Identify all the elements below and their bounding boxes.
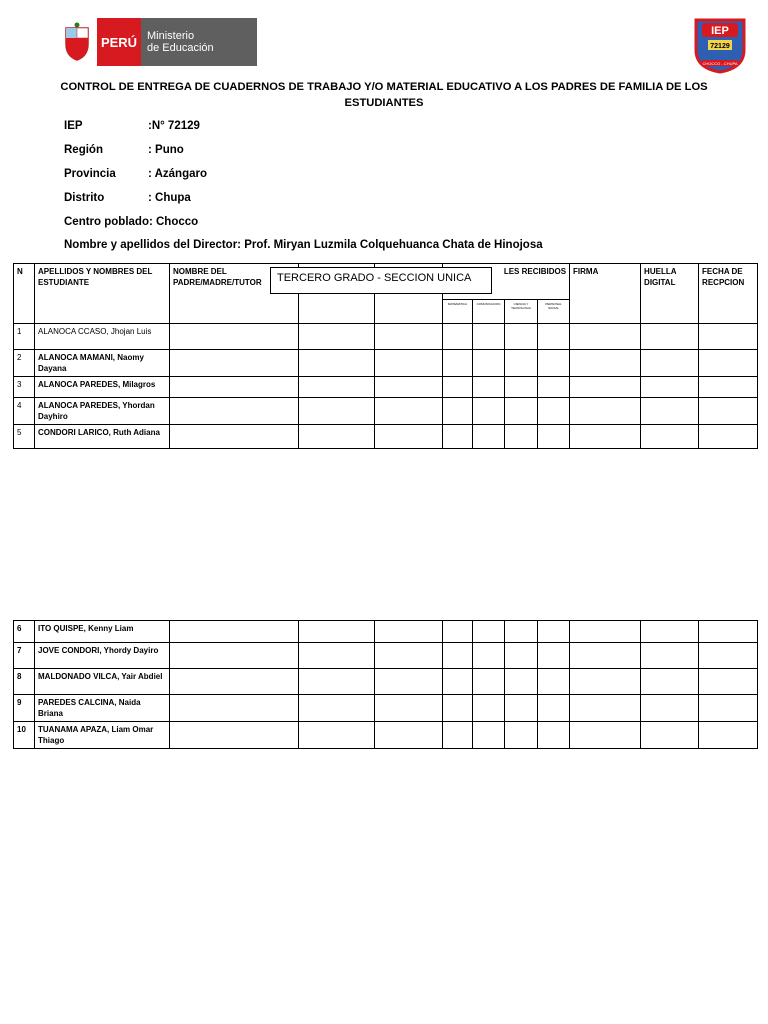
cell[interactable]: [641, 425, 699, 449]
cell[interactable]: [375, 669, 443, 695]
cell[interactable]: [443, 695, 473, 722]
cell[interactable]: [570, 398, 641, 425]
info-provincia: [64, 168, 207, 180]
table-row: [14, 377, 758, 398]
cell[interactable]: [538, 621, 570, 643]
cell[interactable]: [473, 621, 505, 643]
cell[interactable]: [570, 621, 641, 643]
student-name: TUANAMA APAZA, Liam Omar Thiago: [35, 722, 170, 749]
student-name: JOVE CONDORI, Yhordy Dayiro: [35, 643, 170, 669]
cell[interactable]: [538, 669, 570, 695]
cell[interactable]: [570, 669, 641, 695]
cell[interactable]: [538, 350, 570, 377]
cell[interactable]: [170, 398, 299, 425]
cell[interactable]: [473, 425, 505, 449]
cell[interactable]: [170, 722, 299, 749]
info-iep: [64, 120, 200, 132]
cell[interactable]: [473, 324, 505, 350]
header-fecha: FECHA DE RECPCION: [699, 264, 758, 324]
row-number: 5: [14, 425, 35, 449]
cell[interactable]: [699, 377, 758, 398]
cell[interactable]: [473, 377, 505, 398]
ministry-line-1: Ministerio: [147, 30, 195, 42]
cell[interactable]: [299, 695, 375, 722]
cell[interactable]: [299, 377, 375, 398]
cell[interactable]: [375, 377, 443, 398]
cell[interactable]: [443, 377, 473, 398]
cell[interactable]: [473, 350, 505, 377]
header-student: APELLIDOS Y NOMBRES DEL ESTUDIANTE: [35, 264, 170, 324]
info-centro-poblado: Centro poblado: Chocco: [64, 216, 199, 228]
cell[interactable]: [641, 377, 699, 398]
cell[interactable]: [570, 695, 641, 722]
cell[interactable]: [170, 669, 299, 695]
table-row: [14, 695, 758, 722]
cell[interactable]: [641, 643, 699, 669]
student-name: ALANOCA CCASO, Jhojan Luis: [35, 324, 170, 350]
subheader-communication: COMUNICACION: [473, 300, 505, 324]
cell[interactable]: [473, 398, 505, 425]
cell[interactable]: [641, 324, 699, 350]
cell[interactable]: [299, 425, 375, 449]
cell[interactable]: [473, 669, 505, 695]
row-number: 10: [14, 722, 35, 749]
row-number: 4: [14, 398, 35, 425]
cell[interactable]: [505, 377, 538, 398]
student-name: ALANOCA MAMANI, Naomy Dayana: [35, 350, 170, 377]
cell[interactable]: [505, 398, 538, 425]
cell[interactable]: [473, 695, 505, 722]
cell[interactable]: [505, 669, 538, 695]
cell[interactable]: [375, 324, 443, 350]
cell[interactable]: [443, 643, 473, 669]
cell[interactable]: [570, 722, 641, 749]
row-number: 2: [14, 350, 35, 377]
cell[interactable]: [699, 695, 758, 722]
cell[interactable]: [443, 669, 473, 695]
iep-label: IEP: [64, 120, 83, 132]
iep-value: :N° 72129: [148, 120, 200, 132]
cell[interactable]: [473, 722, 505, 749]
cell[interactable]: [538, 398, 570, 425]
cell[interactable]: [443, 398, 473, 425]
cell[interactable]: [375, 350, 443, 377]
cell[interactable]: [443, 324, 473, 350]
document-title: CONTROL DE ENTREGA DE CUADERNOS DE TRABAJO Y/O MATERIAL EDUCATIVO A LOS PADRES DE FAMILIA DE LOS ESTUDIANTES: [60, 81, 708, 109]
info-distrito: [64, 192, 191, 204]
student-name: ALANOCA PAREDES, Yhordan Dayhiro: [35, 398, 170, 425]
cell[interactable]: [538, 377, 570, 398]
cell[interactable]: [299, 398, 375, 425]
iep-logo-caption: CHOCCO - CHUPA: [702, 61, 738, 66]
table-row: [14, 722, 758, 749]
cell[interactable]: [641, 350, 699, 377]
cell[interactable]: [641, 621, 699, 643]
student-name: PAREDES CALCINA, Naida Briana: [35, 695, 170, 722]
table-row: [14, 621, 758, 643]
row-number: 3: [14, 377, 35, 398]
distrito-label: Distrito: [64, 192, 105, 204]
student-name: ALANOCA PAREDES, Milagros: [35, 377, 170, 398]
cell[interactable]: [699, 669, 758, 695]
cell[interactable]: [170, 324, 299, 350]
cell[interactable]: [699, 425, 758, 449]
row-number: 9: [14, 695, 35, 722]
cell[interactable]: [570, 643, 641, 669]
table-row: [14, 669, 758, 695]
cell[interactable]: [473, 643, 505, 669]
header-n: N: [14, 264, 35, 324]
cell[interactable]: [170, 425, 299, 449]
cell[interactable]: [538, 695, 570, 722]
cell[interactable]: [299, 722, 375, 749]
cell[interactable]: [699, 398, 758, 425]
cell[interactable]: [375, 425, 443, 449]
cell[interactable]: [570, 377, 641, 398]
ministry-line-2: de Educación: [147, 42, 214, 54]
cell[interactable]: [443, 350, 473, 377]
cell[interactable]: [699, 350, 758, 377]
cell[interactable]: [170, 621, 299, 643]
cell[interactable]: [538, 324, 570, 350]
cell[interactable]: [570, 324, 641, 350]
cell[interactable]: [570, 350, 641, 377]
cell[interactable]: [641, 398, 699, 425]
director-name: Nombre y apellidos del Director: Prof. Miryan Luzmila Colquehuanca Chata de Hinojosa: [64, 239, 543, 251]
cell[interactable]: [170, 350, 299, 377]
cell[interactable]: [699, 621, 758, 643]
iep-logo-number: 72129: [710, 43, 730, 50]
table-row: [14, 425, 758, 449]
cell[interactable]: [699, 324, 758, 350]
student-name: CONDORI LARICO, Ruth Adiana: [35, 425, 170, 449]
header-huella: HUELLA DIGITAL: [641, 264, 699, 324]
cell[interactable]: [538, 425, 570, 449]
header-firma: FIRMA: [570, 264, 641, 324]
grade-section-box: TERCERO GRADO - SECCION UNICA: [270, 267, 492, 294]
row-number: 6: [14, 621, 35, 643]
region-label: Región: [64, 144, 103, 156]
row-number: 8: [14, 669, 35, 695]
region-value: : Puno: [148, 144, 184, 156]
cell[interactable]: [375, 621, 443, 643]
cell[interactable]: [299, 350, 375, 377]
cell[interactable]: [443, 425, 473, 449]
student-name: MALDONADO VILCA, Yair Abdiel: [35, 669, 170, 695]
provincia-label: Provincia: [64, 168, 116, 180]
cell[interactable]: [538, 722, 570, 749]
cell[interactable]: [375, 398, 443, 425]
cell[interactable]: [699, 643, 758, 669]
row-number: 7: [14, 643, 35, 669]
table-row: [14, 398, 758, 425]
minedu-logo: [57, 18, 257, 66]
cell[interactable]: [375, 695, 443, 722]
cell[interactable]: [641, 722, 699, 749]
cell[interactable]: [375, 643, 443, 669]
subheader-social: PERSONAL SOCIAL: [538, 300, 570, 324]
cell[interactable]: [443, 722, 473, 749]
cell[interactable]: [375, 722, 443, 749]
cell[interactable]: [538, 643, 570, 669]
cell[interactable]: [170, 695, 299, 722]
cell[interactable]: [570, 425, 641, 449]
cell[interactable]: [299, 643, 375, 669]
subheader-science: CIENCIA Y TECNOLOGIA: [505, 300, 538, 324]
cell[interactable]: [505, 324, 538, 350]
cell[interactable]: [505, 643, 538, 669]
distrito-value: : Chupa: [148, 192, 191, 204]
subheader-math: MATEMATICA: [443, 300, 473, 324]
cell[interactable]: [299, 324, 375, 350]
table-row: [14, 324, 758, 350]
ministry-name: [141, 18, 257, 66]
cell[interactable]: [699, 722, 758, 749]
header-materials: LES RECIBIDOS: [443, 264, 570, 300]
table-row: [14, 643, 758, 669]
student-name: ITO QUISPE, Kenny Liam: [35, 621, 170, 643]
iep-logo-text: IEP: [711, 25, 729, 37]
cell[interactable]: [299, 621, 375, 643]
peru-coat-of-arms-icon: [57, 18, 97, 66]
cell[interactable]: [170, 377, 299, 398]
iep-school-crest: [692, 16, 748, 74]
cell[interactable]: [299, 669, 375, 695]
cell[interactable]: [505, 695, 538, 722]
cell[interactable]: [505, 621, 538, 643]
cell[interactable]: [170, 643, 299, 669]
peru-label: PERÚ: [97, 18, 141, 66]
cell[interactable]: [505, 425, 538, 449]
cell[interactable]: [505, 350, 538, 377]
row-number: 1: [14, 324, 35, 350]
cell[interactable]: [641, 669, 699, 695]
table-row: [14, 350, 758, 377]
header-parent: NOMBRE DEL PADRE/MADRE/TUTOR: [170, 264, 299, 324]
delivery-table-2: [13, 620, 758, 749]
cell[interactable]: [641, 695, 699, 722]
cell[interactable]: [443, 621, 473, 643]
info-region: [64, 144, 184, 156]
provincia-value: : Azángaro: [148, 168, 207, 180]
cell[interactable]: [505, 722, 538, 749]
